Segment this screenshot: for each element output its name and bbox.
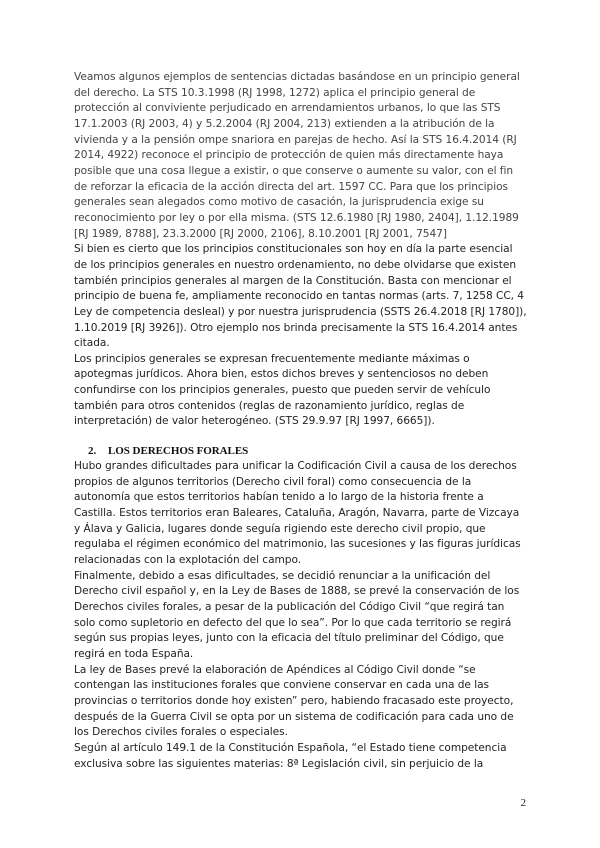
paragraph-constitution-article: Según al artículo 149.1 de la Constitución Española, “el Estado tiene competencia exclusiva sobre las siguientes materias: 8ª Legislación civil, sin perjuicio de la	[74, 741, 507, 770]
page-number: 2	[520, 797, 526, 809]
paragraph-apendices: La ley de Bases prevé la elaboración de Apéndices al Código Civil donde “se contengan las instituciones forales que conviene conservar en cada una de las provincias o territorios donde hoy existen” pero, habiendo fracasado este proyecto, después de la Guerra Civil se opta por un sistema de codificación para cada uno de los Derechos civiles forales o especiales.	[74, 663, 514, 739]
paragraph-codification-difficulties: Hubo grandes dificultades para unificar la Codificación Civil a causa de los derechos propios de algunos territorios (Derecho civil foral) como consecuencia de la autonomía que estos territorios habían tenido a lo largo de la historia frente a Castilla. Estos territorios eran Baleares, Cataluña, Aragón, Navarra, parte de Vizcaya y Álava y Galicia, lugares donde seguía rigiendo este derecho civil propio, que regulaba el régimen económico del matrimonio, las sucesiones y las figuras jurídicas relacionadas con la explotación del campo.	[74, 460, 521, 567]
paragraph-examples: Veamos algunos ejemplos de sentencias dictadas basándose en un principio general del derecho. La STS 10.3.1998 (RJ 1998, 1272) aplica el principio general de protección al conviviente perjudicado en arrendamientos urbanos, lo que las STS 17.1.2003 (RJ 2003, 4) y 5.2.2004 (RJ 2004, 213) extienden a la atribución de la vivienda y a la pensión ompe snariora en parejas de hecho. Así la STS 16.4.2014 (RJ 2014, 4922) reconoce el principio de protección de quien más directamente haya posible que una cosa llegue a existir, o que conserve o aumente su valor, con el fin de reforzar la eficacia de la acción directa del art. 1597 CC. Para que los principios generales sean alegados como motivo de casación, la jurisprudencia exige su reconocimiento por ley o por ella misma. (STS 12.6.1980 [RJ 1980, 2404], 1.12.1989 [RJ 1989, 8788], 23.3.2000 [RJ 2000, 2106], 8.10.2001 [RJ 2001, 7547]	[74, 71, 520, 240]
paragraph-ley-de-bases-1888: Finalmente, debido a esas dificultades, se decidió renunciar a la unificación del Derecho civil español y, en la Ley de Bases de 1888, se prevé la conservación de los Derechos civiles forales, a pesar de la publicación del Código Civil “que regirá tan solo como supletorio en defecto del que lo sea”. Por lo que cada territorio se regirá según sus propias leyes, junto con la eficacia del título preliminar del Código, que regirá en toda España.	[74, 569, 520, 660]
section-title: LOS DERECHOS FORALES	[108, 445, 249, 458]
paragraph-constitutional-principles: Si bien es cierto que los principios constitucionales son hoy en día la parte esencial de los principios generales en nuestro ordenamiento, no debe olvidarse que existen también principios generales al margen de la Constitución. Basta con mencionar el principio de buena fe, ampliamente reconocido en tantas normas (arts. 7, 1258 CC, 4 Ley de competencia desleal) y por nuestra jurisprudencia (SSTS 26.4.2018 [RJ 1780]), 1.10.2019 [RJ 3926]). Otro ejemplo nos brinda precisamente la STS 16.4.2014 antes citada.	[74, 243, 527, 350]
section-heading	[88, 444, 528, 459]
paragraph-legal-maxims: Los principios generales se expresan frecuentemente mediante máximas o apotegmas jurídicos. Ahora bien, estos dichos breves y sentenciosos no deben confundirse con los principios generales, puesto que pueden servir de vehículo también para otros contenidos (reglas de razonamiento jurídico, reglas de interpretación) de valor heterogéneo. (STS 29.9.97 [RJ 1997, 6665]).	[74, 352, 491, 428]
page-body	[74, 70, 528, 772]
section-number: 2.	[88, 445, 97, 458]
